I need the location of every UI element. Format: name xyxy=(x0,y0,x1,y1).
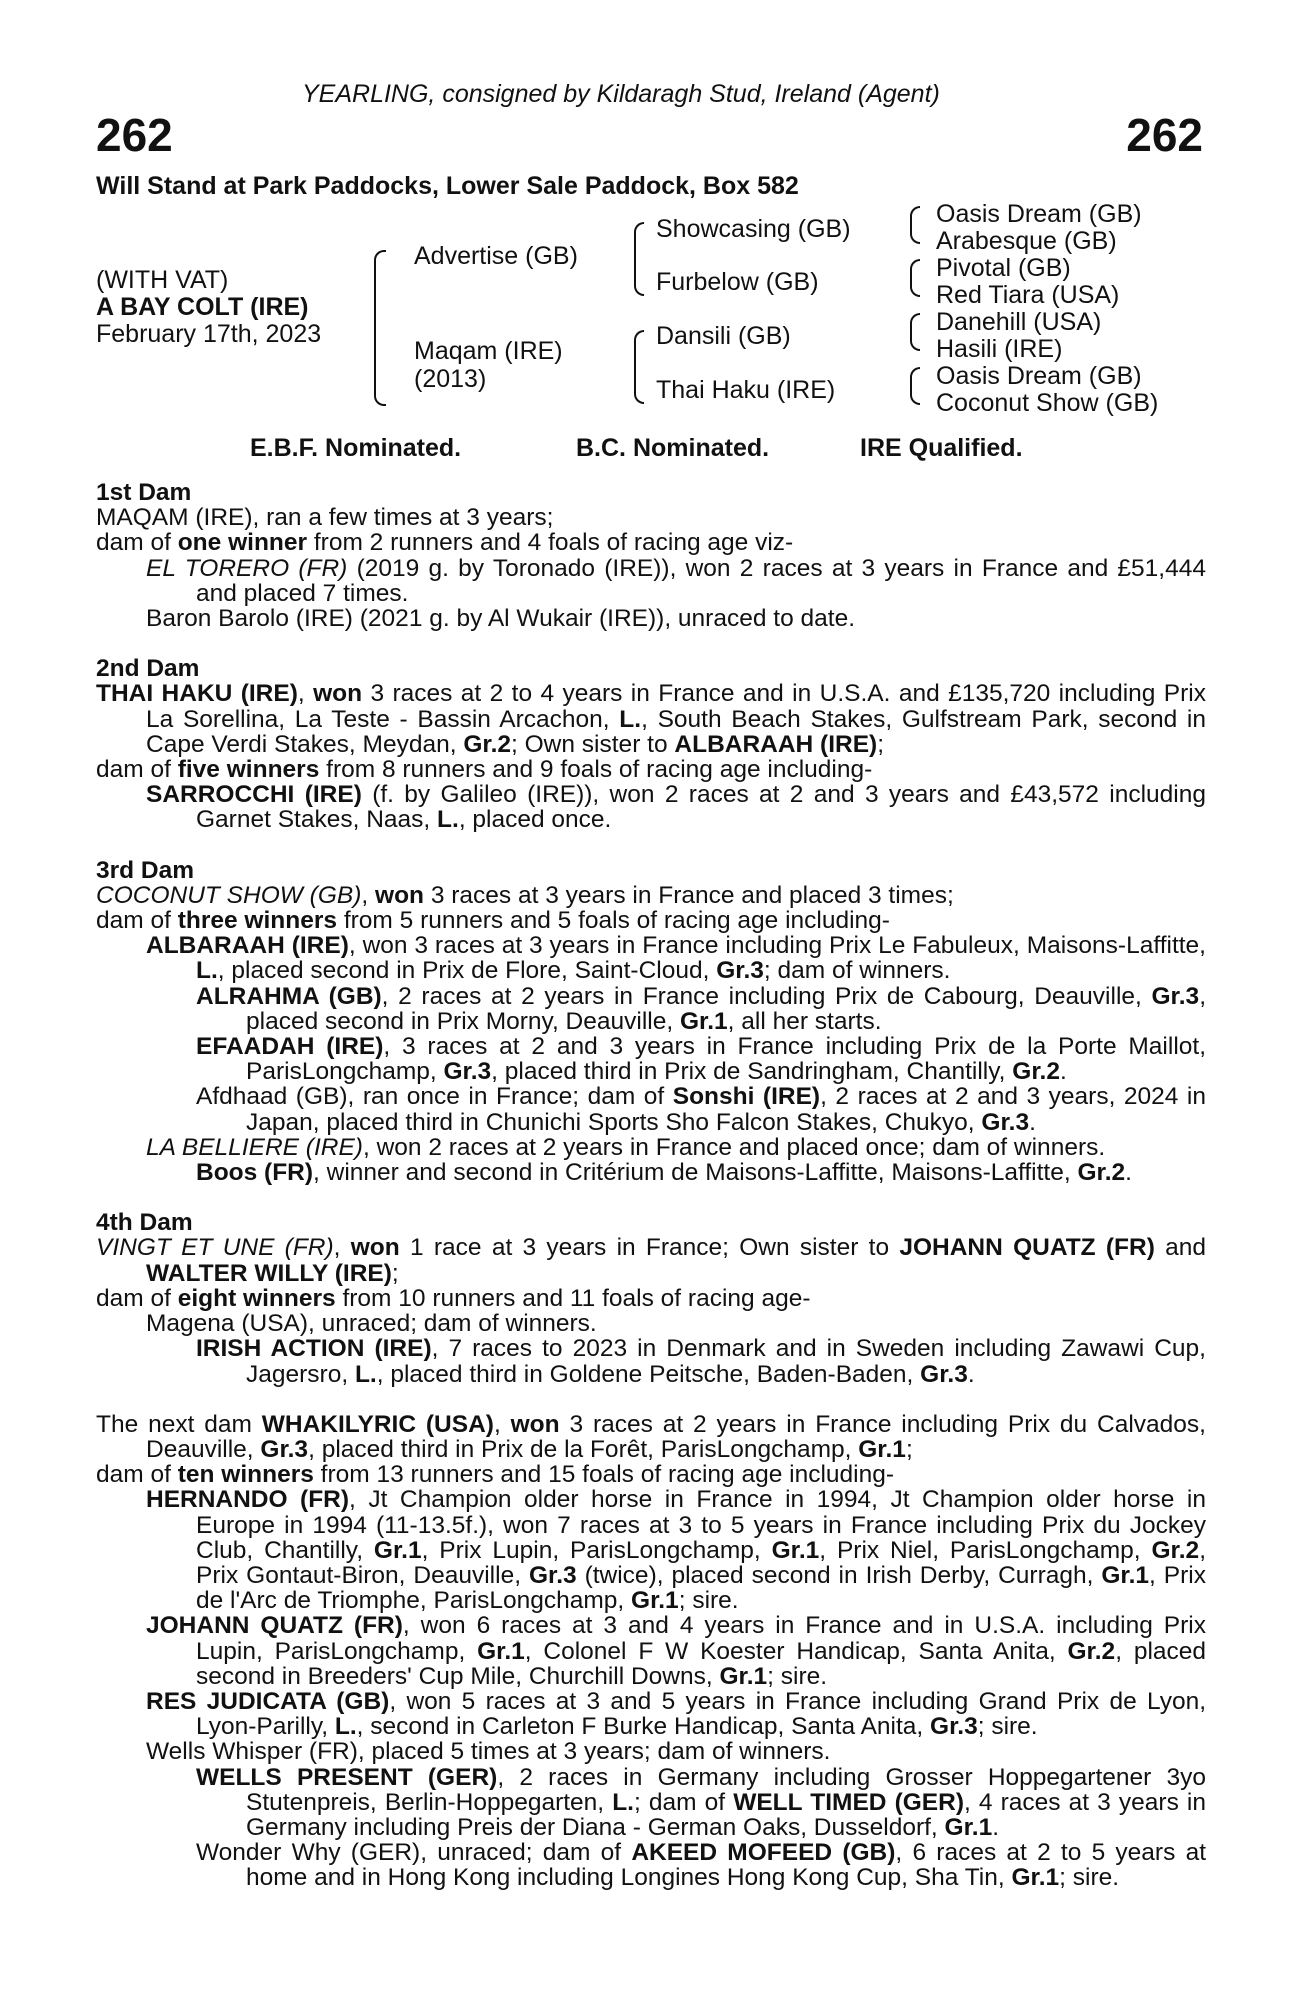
pedigree-notes xyxy=(96,480,1206,1891)
pedigree-entry: LA BELLIERE (IRE), won 2 races at 2 years in France and placed once; dam of winners. xyxy=(146,1133,1106,1161)
ebf-nominated: E.B.F. Nominated. xyxy=(250,434,462,462)
pedigree-entry: dam of three winners from 5 runners and 5 foals of racing age including- xyxy=(96,907,890,935)
gen3-1: Oasis Dream (GB) xyxy=(936,200,1142,228)
pedigree-entry: SARROCCHI (IRE) (f. by Galileo (IRE)), won 2 races at 2 and 3 years and £43,572 including Garnet Stakes, Naas, L., placed once. xyxy=(146,781,1206,834)
dam-section xyxy=(96,480,1206,631)
gen3-5: Danehill (USA) xyxy=(936,308,1102,336)
gen3-2: Arabesque (GB) xyxy=(936,227,1117,255)
sire-sire: Showcasing (GB) xyxy=(656,215,851,243)
pedigree-entry: The next dam WHAKILYRIC (USA), won 3 races at 2 years in France including Prix du Calvados, Deauville, Gr.3, placed third in Prix de la Forêt, ParisLongchamp, Gr.1; xyxy=(96,1410,1206,1463)
pedigree-entry: Wells Whisper (FR), placed 5 times at 3 years; dam of winners. xyxy=(146,1738,831,1766)
sire-name: Advertise (GB) xyxy=(414,242,578,270)
colt-dob: February 17th, 2023 xyxy=(96,320,322,348)
pedigree-entry: THAI HAKU (IRE), won 3 races at 2 to 4 years in France and in U.S.A. and £135,720 including Prix La Sorellina, La Teste - Bassin Arcachon, L., South Beach Stakes, Gulfstream Park, second in Cape Verdi Stakes, Meydan, Gr.2; Own sister to ALBARAAH (IRE); xyxy=(96,680,1206,758)
gen3-4: Red Tiara (USA) xyxy=(936,281,1120,309)
dam-dam: Thai Haku (IRE) xyxy=(656,376,836,404)
dam-section xyxy=(96,1412,1206,1891)
dam-year: (2013) xyxy=(414,365,487,393)
lot-number-left: 262 xyxy=(96,109,173,161)
pedigree-entry: dam of eight winners from 10 runners and 11 foals of racing age- xyxy=(96,1284,811,1312)
dam-section xyxy=(96,858,1206,1186)
pedigree-entry: JOHANN QUATZ (FR), won 6 races at 3 and 4 years in France and in U.S.A. including Prix Lupin, ParisLongchamp, Gr.1, Colonel F W Koester Handicap, Santa Anita, Gr.2, placed second in Breeders' Cup Mile, Churchill Downs, Gr.1; sire. xyxy=(146,1612,1207,1690)
dam-sire: Dansili (GB) xyxy=(656,322,791,350)
pedigree-entry: RES JUDICATA (GB), won 5 races at 3 and 5 years in France including Grand Prix de Lyon, Lyon-Parilly, L., second in Carleton F Burke Handicap, Santa Anita, Gr.3; sire. xyxy=(146,1687,1207,1741)
pedigree-brace-sire xyxy=(634,222,644,296)
pedigree-entry: WELLS PRESENT (GER), 2 races in Germany including Grosser Hoppegartener 3yo Stutenpreis, Berlin-Hoppegarten, L.; dam of WELL TIMED (GER), 4 races at 3 years in Germany including Preis der Diana - German Oaks, Dusseldorf, Gr.1. xyxy=(196,1763,1207,1841)
pedigree-entry: HERNANDO (FR), Jt Champion older horse in France in 1994, Jt Champion older horse in Europe in 1994 (11-13.5f.), won 7 races at 3 to 5 years in France including Prix du Jockey Club, Chantilly, Gr.1, Prix Lupin, ParisLongchamp, Gr.1, Prix Niel, ParisLongchamp, Gr.2, Prix Gontaut-Biron, Deauville, Gr.3 (twice), placed second in Irish Derby, Curragh, Gr.1, Prix de l'Arc de Triomphe, ParisLongchamp, Gr.1; sire. xyxy=(146,1486,1206,1615)
dam-name: Maqam (IRE) xyxy=(414,337,563,365)
vat-note: (WITH VAT) xyxy=(96,266,229,294)
section-title: 2nd Dam xyxy=(96,655,200,683)
pedigree-entry: ALRAHMA (GB), 2 races at 2 years in France including Prix de Cabourg, Deauville, Gr.3, placed second in Prix Morny, Deauville, Gr.1, all her starts. xyxy=(196,982,1206,1035)
section-title: 1st Dam xyxy=(96,479,192,506)
sire-dam: Furbelow (GB) xyxy=(656,268,819,296)
gen3-3: Pivotal (GB) xyxy=(936,254,1071,282)
pedigree-entry: Wonder Why (GER), unraced; dam of AKEED MOFEED (GB), 6 races at 2 to 5 years at home and in Hong Kong including Longines Hong Kong Cup, Sha Tin, Gr.1; sire. xyxy=(196,1839,1206,1892)
section-title: 4th Dam xyxy=(96,1209,193,1237)
pedigree-entry: Baron Barolo (IRE) (2021 g. by Al Wukair (IRE)), unraced to date. xyxy=(146,605,856,633)
pedigree-entry: MAQAM (IRE), ran a few times at 3 years; xyxy=(96,504,554,532)
dam-section xyxy=(96,1210,1206,1386)
pedigree-entry: dam of five winners from 8 runners and 9 foals of racing age including- xyxy=(96,756,873,784)
pedigree-entry: Boos (FR), winner and second in Critérium de Maisons-Laffitte, Maisons-Laffitte, Gr.2. xyxy=(196,1159,1132,1187)
pedigree-brace-3d xyxy=(910,367,920,405)
gen3-8: Coconut Show (GB) xyxy=(936,389,1159,417)
pedigree-entry: Afdhaad (GB), ran once in France; dam of Sonshi (IRE), 2 races at 2 and 3 years, 2024 in Japan, placed third in Chunichi Sports Sho Falcon Stakes, Chukyo, Gr.3. xyxy=(196,1083,1206,1136)
pedigree-brace-dam xyxy=(634,330,644,404)
pedigree-brace-gen1 xyxy=(374,250,386,406)
pedigree-entry: EFAADAH (IRE), 3 races at 2 and 3 years in France including Prix de la Porte Maillot, ParisLongchamp, Gr.3, placed third in Prix de Sandringham, Chantilly, Gr.2. xyxy=(196,1033,1206,1086)
pedigree-brace-3b xyxy=(910,259,920,297)
pedigree-entry: dam of one winner from 2 runners and 4 foals of racing age viz- xyxy=(96,529,794,557)
dam-section xyxy=(96,656,1206,832)
pedigree-brace-3c xyxy=(910,313,920,351)
sale-header: YEARLING, consigned by Kildaragh Stud, Ireland (Agent) xyxy=(302,80,940,108)
section-title: 3rd Dam xyxy=(96,856,195,884)
pedigree-entry: EL TORERO (FR) (2019 g. by Toronado (IRE)), won 2 races at 3 years in France and £51,444 and placed 7 times. xyxy=(146,554,1206,607)
gen3-7: Oasis Dream (GB) xyxy=(936,362,1142,390)
pedigree-brace-3a xyxy=(910,206,920,244)
gen3-6: Hasili (IRE) xyxy=(936,335,1063,363)
bc-nominated: B.C. Nominated. xyxy=(576,434,770,462)
location-line: Will Stand at Park Paddocks, Lower Sale Paddock, Box 582 xyxy=(96,172,799,200)
pedigree-entry: VINGT ET UNE (FR), won 1 race at 3 years in France; Own sister to JOHANN QUATZ (FR) and WALTER WILLY (IRE); xyxy=(96,1234,1207,1287)
colt-name: A BAY COLT (IRE) xyxy=(96,293,309,321)
pedigree-entry: ALBARAAH (IRE), won 3 races at 3 years in France including Prix Le Fabuleux, Maisons-Laffitte, L., placed second in Prix de Flore, Saint-Cloud, Gr.3; dam of winners. xyxy=(146,932,1206,985)
pedigree-entry: Magena (USA), unraced; dam of winners. xyxy=(146,1310,597,1338)
ire-qualified: IRE Qualified. xyxy=(860,434,1023,462)
pedigree-entry: dam of ten winners from 13 runners and 15 foals of racing age including- xyxy=(96,1461,895,1489)
pedigree-entry: IRISH ACTION (IRE), 7 races to 2023 in Denmark and in Sweden including Zawawi Cup, Jagersro, L., placed third in Goldene Peitsche, Baden-Baden, Gr.3. xyxy=(196,1335,1206,1388)
lot-number-right: 262 xyxy=(1126,109,1203,161)
pedigree-entry: COCONUT SHOW (GB), won 3 races at 3 years in France and placed 3 times; xyxy=(96,881,954,909)
